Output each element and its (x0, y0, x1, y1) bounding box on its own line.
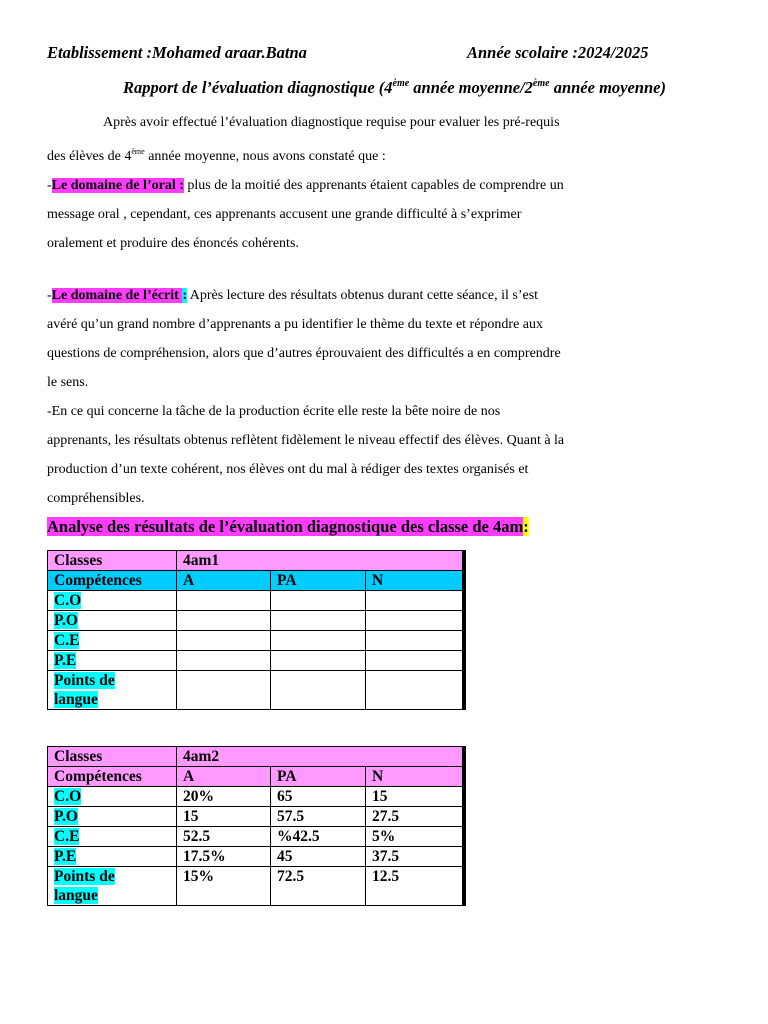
ecrit-text-1: Après lecture des résultats obtenus durant cette séance, il s’est (186, 288, 539, 303)
value-pa: 45 (271, 847, 366, 867)
ecrit-colon: : (182, 288, 187, 303)
results-table-4am2 (47, 746, 466, 906)
analyse-heading-text: Analyse des résultats de l’évaluation diagnostique des classe de 4am (47, 517, 524, 536)
classe-name: 4am1 (177, 551, 464, 571)
competence-label (48, 631, 177, 651)
competence-label (48, 827, 177, 847)
competence-label-text: Points de (54, 868, 115, 885)
value-n (366, 611, 464, 631)
intro-line-2 (47, 137, 647, 171)
value-a (177, 651, 271, 671)
table-row (48, 807, 464, 827)
value-n (366, 631, 464, 651)
value-pa: %42.5 (271, 827, 366, 847)
value-a (177, 671, 271, 710)
column-header-pa: PA (271, 767, 366, 787)
competence-label (48, 611, 177, 631)
value-n: 37.5 (366, 847, 464, 867)
competence-label-text: Points de (54, 672, 115, 689)
column-header-a: A (177, 767, 271, 787)
ecrit-line-2: avéré qu’un grand nombre d’apprenants a pu identifier le thème du texte et répondre aux (47, 317, 544, 332)
table-row (48, 671, 464, 710)
table-row (48, 571, 464, 591)
table-row (48, 651, 464, 671)
intro-line-1: Après avoir effectué l’évaluation diagnostique requise pour evaluer les pré-requis (103, 115, 560, 130)
table-row (48, 847, 464, 867)
oral-dash: - (47, 178, 52, 193)
oral-text-1: plus de la moitié des apprenants étaient capables de comprendre un (183, 178, 564, 193)
ecrit-line-8: compréhensibles. (47, 491, 145, 506)
oral-line-3: oralement et produire des énoncés cohérents. (47, 236, 299, 251)
oral-heading: Le domaine de l’oral : (51, 178, 184, 193)
ecrit-line-7: production d’un texte cohérent, nos élèves ont du mal à rédiger des textes organisés et (47, 462, 529, 477)
classes-label: Classes (48, 551, 177, 571)
column-header-n: N (366, 571, 464, 591)
title-sup-1: ème (392, 78, 410, 89)
competence-label (48, 787, 177, 807)
competence-label (48, 867, 177, 906)
title-part-3: année moyenne) (549, 78, 666, 97)
classe-name: 4am2 (177, 747, 464, 767)
competence-label-text: P.O (54, 612, 78, 629)
competences-label: Compétences (48, 767, 177, 787)
document-header (47, 43, 727, 63)
value-pa (271, 591, 366, 611)
intro-line-2-b: année moyenne, nous avons constaté que : (144, 149, 386, 164)
analyse-heading (47, 517, 529, 537)
intro-line-2-sup: ème (131, 147, 145, 156)
oral-line-2: message oral , cependant, ces apprenants accusent une grande difficulté à s’exprimer (47, 207, 522, 222)
competence-label-text: C.E (54, 828, 80, 845)
table-row (48, 827, 464, 847)
value-n: 15 (366, 787, 464, 807)
title-part-2: année moyenne/2 (409, 78, 533, 97)
ecrit-line-4: le sens. (47, 375, 89, 390)
intro-line-2-a: des élèves de 4 (47, 149, 132, 164)
oral-line-1 (47, 171, 647, 200)
classes-label: Classes (48, 747, 177, 767)
table-row (48, 767, 464, 787)
value-a (177, 591, 271, 611)
competence-label-text: C.O (54, 788, 82, 805)
value-pa (271, 671, 366, 710)
table-row (48, 747, 464, 767)
ecrit-dash: - (47, 288, 52, 303)
ecrit-line-1 (47, 281, 647, 310)
results-table-4am1 (47, 550, 466, 710)
value-n (366, 591, 464, 611)
title-sup-2: ème (532, 78, 550, 89)
value-a: 15% (177, 867, 271, 906)
value-a: 15 (177, 807, 271, 827)
value-n: 5% (366, 827, 464, 847)
value-pa (271, 631, 366, 651)
value-a (177, 611, 271, 631)
value-pa: 65 (271, 787, 366, 807)
ecrit-line-3: questions de compréhension, alors que d’autres éprouvaient des difficultés a en comprendre (47, 346, 561, 361)
table-row (48, 551, 464, 571)
ecrit-line-6: apprenants, les résultats obtenus reflètent fidèlement le niveau effectif des élèves. Quant à la (47, 433, 565, 448)
annee-scolaire-label: Année scolaire :2024/2025 (467, 43, 649, 62)
competences-label: Compétences (48, 571, 177, 591)
table-row (48, 867, 464, 906)
value-pa: 57.5 (271, 807, 366, 827)
analyse-heading-colon: : (523, 517, 529, 536)
value-pa: 72.5 (271, 867, 366, 906)
competence-label-text: P.E (54, 848, 77, 865)
competence-label (48, 847, 177, 867)
competence-label-text: P.O (54, 808, 78, 825)
ecrit-line-5: -En ce qui concerne la tâche de la production écrite elle reste la bête noire de nos (47, 404, 501, 419)
competence-label-text: langue (54, 691, 98, 708)
competence-label-text: C.O (54, 592, 82, 609)
column-header-pa: PA (271, 571, 366, 591)
competence-label (48, 671, 177, 710)
value-a: 20% (177, 787, 271, 807)
ecrit-paragraph (47, 281, 647, 513)
intro-paragraph (47, 108, 647, 258)
table-row (48, 591, 464, 611)
table-row (48, 631, 464, 651)
competence-label-text: C.E (54, 632, 80, 649)
competence-label-text: langue (54, 887, 98, 904)
value-n (366, 651, 464, 671)
value-pa (271, 651, 366, 671)
value-n (366, 671, 464, 710)
value-a: 17.5% (177, 847, 271, 867)
ecrit-heading: Le domaine de l’écrit (51, 288, 183, 303)
value-a: 52.5 (177, 827, 271, 847)
title-part-1: Rapport de l’évaluation diagnostique (4 (123, 78, 393, 97)
value-a (177, 631, 271, 651)
competence-label (48, 651, 177, 671)
value-n: 27.5 (366, 807, 464, 827)
column-header-a: A (177, 571, 271, 591)
report-title (123, 78, 666, 98)
table-row (48, 787, 464, 807)
value-n: 12.5 (366, 867, 464, 906)
competence-label (48, 807, 177, 827)
competence-label (48, 591, 177, 611)
table-row (48, 611, 464, 631)
value-pa (271, 611, 366, 631)
etablissement-label: Etablissement :Mohamed araar.Batna (47, 43, 307, 62)
competence-label-text: P.E (54, 652, 77, 669)
column-header-n: N (366, 767, 464, 787)
